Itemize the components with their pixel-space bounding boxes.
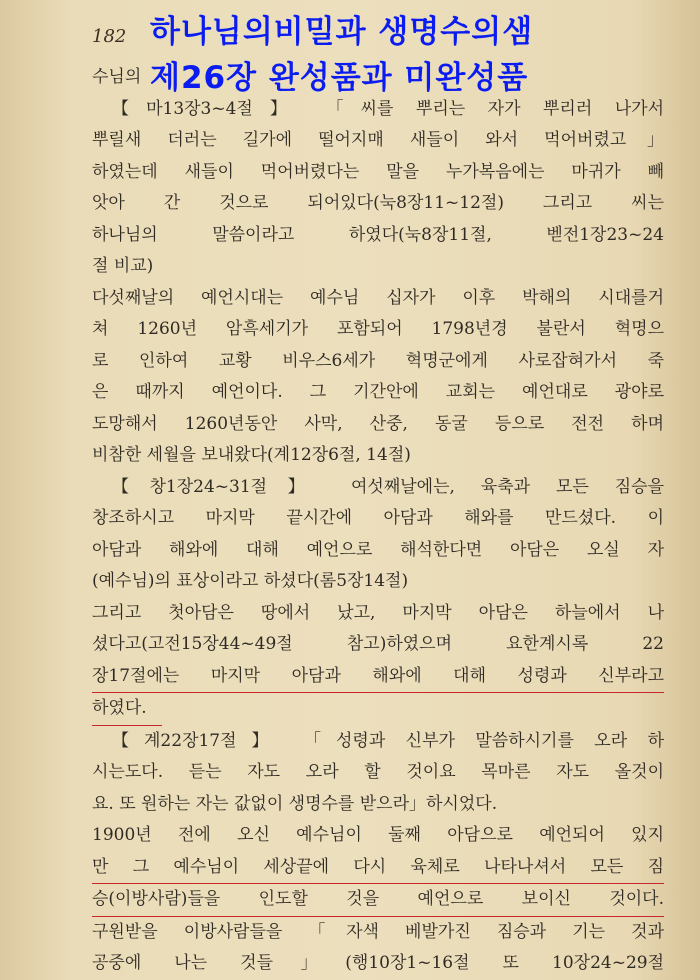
page-number: 182 — [92, 26, 127, 47]
text-line: 요. 또 원하는 자는 값없이 생명수를 받으라」하시었다. — [92, 793, 498, 814]
text-line: 앗아 간 것으로 되어있다(눅8장11~12절) 그리고 씨는 — [92, 193, 664, 213]
text-line: 【마13장3~4절】 「씨를 뿌리는 자가 뿌리러 나가서 — [112, 98, 664, 119]
text-line: 뿌릴새 더러는 길가에 떨어지매 새들이 와서 먹어버렸고」 — [92, 130, 664, 150]
text-line: 셨다고(고전15장44~49절 참고)하였으며 요한계시록 22 — [92, 634, 664, 654]
text-line: 1900년 전에 오신 예수님이 둘째 아담으로 예언되어 있지 — [92, 825, 664, 845]
text-line: 수님의 — [92, 67, 142, 87]
text-line: 하나님의 말씀이라고 하였다(눅8장11절, 벧전1장23~24 — [92, 224, 664, 245]
text-line: (예수님)의 표상이라고 하셨다(롬5장14절) — [92, 571, 409, 591]
text-line: 비참한 세월을 보내왔다(계12장6절, 14절) — [92, 445, 411, 465]
text-line: 절 비교) — [92, 256, 154, 276]
text-line: 구원받을 이방사람들을 「자색 베발가진 짐승과 기는 것과 — [92, 921, 664, 942]
text-line: 아담과 해와에 대해 예언으로 해석한다면 아담은 오실 자 — [92, 539, 664, 560]
text-line: 【계22장17절】 「성령과 신부가 말씀하시기를 오라 하 — [112, 730, 664, 751]
text-line: 로 인하여 교황 비우스6세가 혁명군에게 사로잡혀가서 죽 — [92, 350, 664, 371]
overlay-title-line-2: 제26장 완성품과 미완성품 — [150, 60, 529, 96]
text-line: 다섯째날의 예언시대는 예수님 십자가 이후 박해의 시대를거 — [92, 287, 664, 308]
underlined-text-line: 장17절에는 마지막 아담과 해와에 대해 성령과 신부라고 — [92, 661, 664, 694]
text-line: 창조하시고 마지막 끝시간에 아담과 해와를 만드셨다. 이 — [92, 508, 664, 528]
text-line: 【창1장24~31절】 여섯째날에는, 육축과 모든 짐승을 — [112, 476, 664, 497]
underlined-text-line: 만 그 예수님이 세상끝에 다시 육체로 나타나셔서 모든 짐 — [92, 852, 664, 885]
body-text — [92, 62, 664, 980]
text-line: 도망해서 1260년동안 사막, 산중, 동굴 등으로 전전 하며 — [92, 413, 664, 434]
text-line: 그리고 첫아담은 땅에서 났고, 마지막 아담은 하늘에서 나 — [92, 602, 664, 623]
underlined-text-line: 승(이방사람)들을 인도할 것을 예언으로 보이신 것이다. — [92, 884, 664, 917]
overlay-title-line-1: 하나님의비밀과 생명수의샘 — [150, 14, 534, 50]
text-line: 시는도다. 듣는 자도 오라 할 것이요 목마른 자도 올것이 — [92, 762, 664, 782]
text-line: 은 때까지 예언이다. 그 기간안에 교회는 예언대로 광야로 — [92, 382, 664, 402]
text-line: 공중에 나는 것들」(행10장1~16절 또 10장24~29절 — [92, 953, 664, 973]
text-line: 하였는데 새들이 먹어버렸다는 말을 누가복음에는 마귀가 빼 — [92, 161, 664, 182]
underlined-text-line: 하였다. — [92, 693, 162, 726]
text-line: 쳐 1260년 암흑세기가 포함되어 1798년경 불란서 혁명으 — [92, 319, 664, 339]
